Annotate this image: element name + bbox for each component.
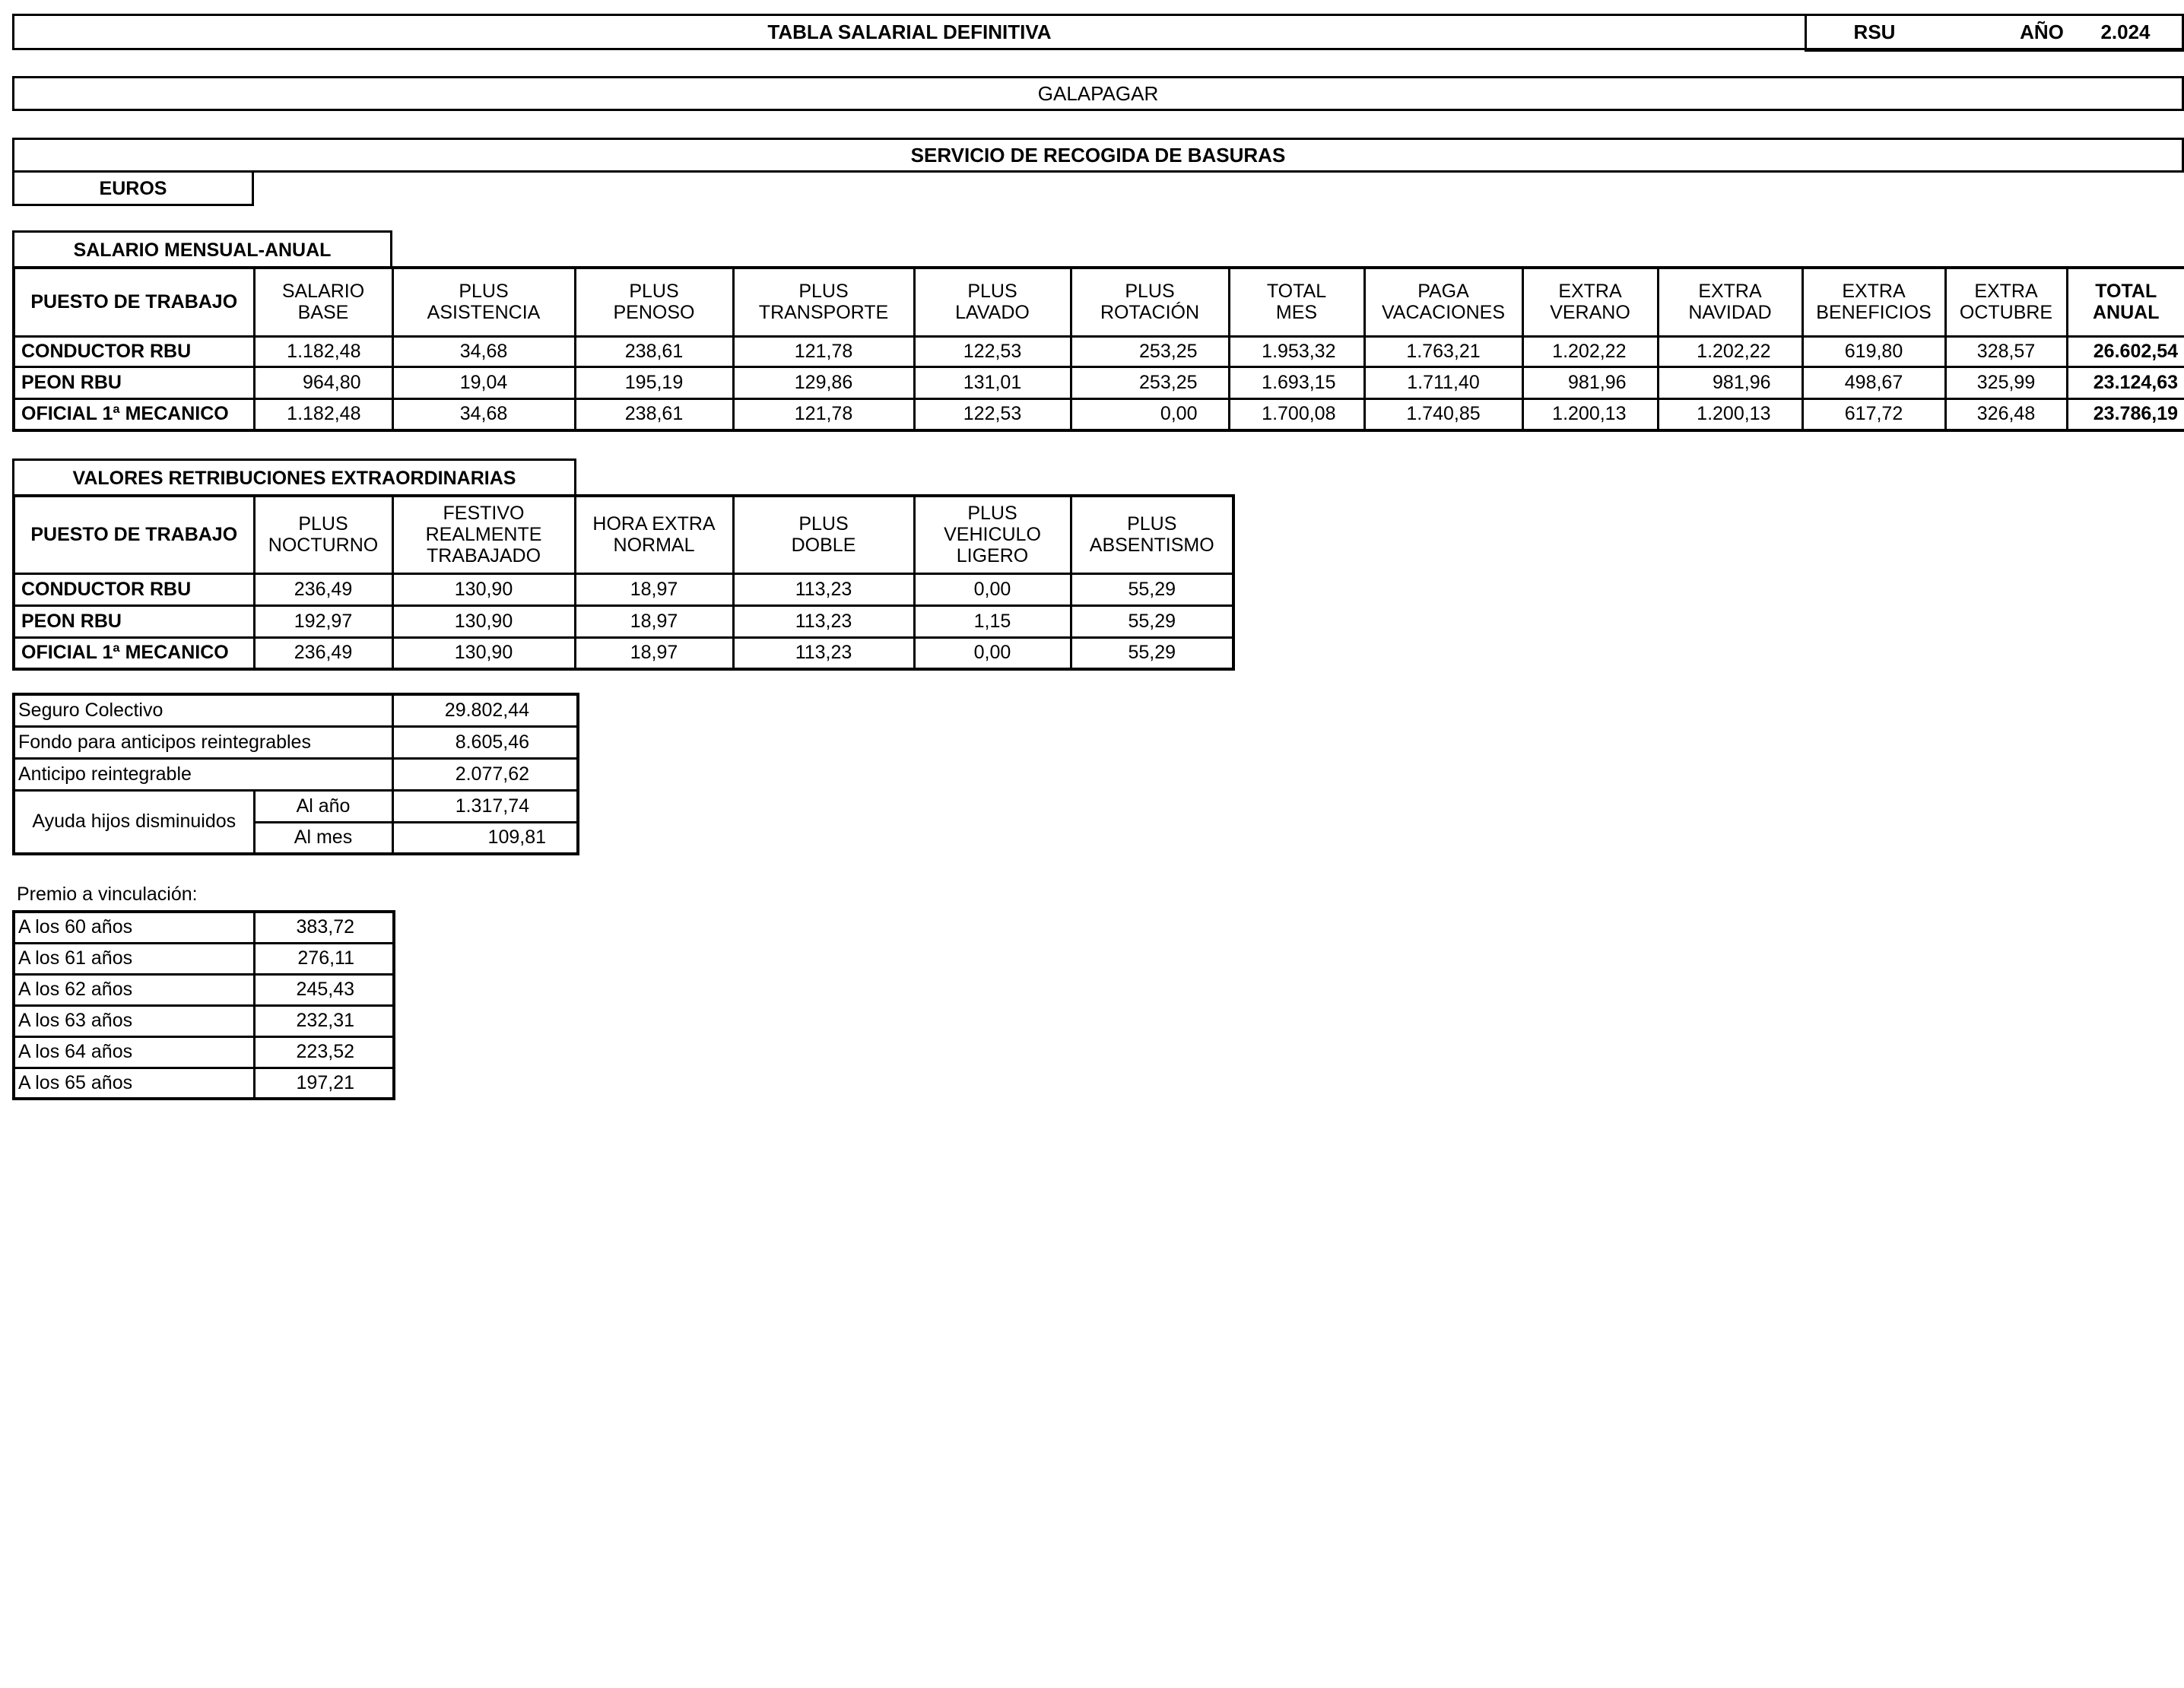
- table-cell: 34,68: [392, 398, 575, 430]
- col-header: EXTRA VERANO: [1522, 268, 1658, 336]
- salary-table: [12, 266, 2184, 432]
- premio-value: 232,31: [254, 1005, 394, 1036]
- table-cell: 328,57: [1945, 336, 2067, 366]
- table-cell: 325,99: [1945, 366, 2067, 398]
- table-cell: 121,78: [733, 398, 914, 430]
- table-cell: 122,53: [914, 336, 1071, 366]
- job-title: CONDUCTOR RBU: [14, 336, 254, 366]
- table-cell: 238,61: [575, 398, 733, 430]
- table-row: [14, 1036, 394, 1068]
- table-row: [14, 1005, 394, 1036]
- table-cell: 326,48: [1945, 398, 2067, 430]
- anticipo-label: Anticipo reintegrable: [14, 758, 392, 790]
- premio-age: A los 63 años: [14, 1005, 254, 1036]
- col-header: PUESTO DE TRABAJO: [14, 496, 254, 573]
- job-title: PEON RBU: [14, 366, 254, 398]
- municipality-name: GALAPAGAR: [1037, 82, 1159, 105]
- table-cell: 18,97: [575, 573, 733, 605]
- table-row: [14, 336, 2184, 366]
- job-title: PEON RBU: [14, 605, 254, 637]
- table-row: [14, 912, 394, 943]
- premio-age: A los 61 años: [14, 943, 254, 974]
- table-cell: 55,29: [1071, 605, 1233, 637]
- table-cell: 253,25: [1071, 336, 1229, 366]
- table-row: [14, 398, 2184, 430]
- table-cell: 18,97: [575, 605, 733, 637]
- table-cell: 981,96: [1522, 366, 1658, 398]
- premio-value: 197,21: [254, 1068, 394, 1099]
- table-cell: 236,49: [254, 637, 392, 669]
- fondo-value: 8.605,46: [392, 726, 578, 758]
- extra-table: [12, 494, 1235, 671]
- al-ano-value: 1.317,74: [392, 790, 578, 822]
- table-cell: 113,23: [733, 637, 914, 669]
- table-row: [14, 637, 1233, 669]
- col-header: SALARIO BASE: [254, 268, 392, 336]
- col-header: PUESTO DE TRABAJO: [14, 268, 254, 336]
- table-cell: 238,61: [575, 336, 733, 366]
- table-cell: 0,00: [914, 637, 1071, 669]
- job-title: OFICIAL 1ª MECANICO: [14, 398, 254, 430]
- service-name: SERVICIO DE RECOGIDA DE BASURAS: [910, 144, 1286, 167]
- col-header: PLUS PENOSO: [575, 268, 733, 336]
- premio-age: A los 62 años: [14, 974, 254, 1005]
- al-ano-label: Al año: [254, 790, 392, 822]
- table-cell: 1.202,22: [1658, 336, 1802, 366]
- benefits-table: [12, 693, 579, 855]
- table-cell: 129,86: [733, 366, 914, 398]
- al-mes-label: Al mes: [254, 822, 392, 854]
- table-cell: 1.700,08: [1229, 398, 1364, 430]
- table-cell: 1,15: [914, 605, 1071, 637]
- table-cell: 1.693,15: [1229, 366, 1364, 398]
- col-header: PLUS VEHICULO LIGERO: [914, 496, 1071, 573]
- premio-value: 223,52: [254, 1036, 394, 1068]
- table-cell: 113,23: [733, 605, 914, 637]
- table-row: [14, 605, 1233, 637]
- fondo-label: Fondo para anticipos reintegrables: [14, 726, 392, 758]
- table-cell: 121,78: [733, 336, 914, 366]
- table-cell: 981,96: [1658, 366, 1802, 398]
- premio-age: A los 65 años: [14, 1068, 254, 1099]
- table-cell: 130,90: [392, 573, 575, 605]
- job-title: CONDUCTOR RBU: [14, 573, 254, 605]
- table-cell: 18,97: [575, 637, 733, 669]
- table-cell: 1.202,22: [1522, 336, 1658, 366]
- premio-title: Premio a vinculación:: [17, 884, 198, 905]
- table-cell: 113,23: [733, 573, 914, 605]
- document-title: TABLA SALARIAL DEFINITIVA: [767, 21, 1052, 43]
- col-header: TOTAL MES: [1229, 268, 1364, 336]
- col-header: PAGA VACACIONES: [1364, 268, 1522, 336]
- col-header: PLUS ABSENTISMO: [1071, 496, 1233, 573]
- table-cell: 195,19: [575, 366, 733, 398]
- col-header: PLUS LAVADO: [914, 268, 1071, 336]
- salary-section-title: SALARIO MENSUAL-ANUAL: [73, 240, 332, 261]
- premio-value: 276,11: [254, 943, 394, 974]
- total-annual: 23.124,63: [2067, 366, 2184, 398]
- table-cell: 1.763,21: [1364, 336, 1522, 366]
- seguro-value: 29.802,44: [392, 694, 578, 726]
- table-cell: 192,97: [254, 605, 392, 637]
- benefit-row: [14, 694, 578, 726]
- table-cell: 0,00: [1071, 398, 1229, 430]
- ayuda-label: Ayuda hijos disminuidos: [14, 790, 254, 854]
- premio-age: A los 64 años: [14, 1036, 254, 1068]
- table-cell: 1.182,48: [254, 398, 392, 430]
- title-divider: [1805, 14, 1807, 50]
- table-cell: 0,00: [914, 573, 1071, 605]
- table-cell: 55,29: [1071, 573, 1233, 605]
- table-cell: 130,90: [392, 637, 575, 669]
- col-header: PLUS TRANSPORTE: [733, 268, 914, 336]
- extra-header-row: [14, 496, 1233, 573]
- currency-label: EUROS: [99, 178, 167, 199]
- premio-value: 383,72: [254, 912, 394, 943]
- table-cell: 1.740,85: [1364, 398, 1522, 430]
- table-cell: 55,29: [1071, 637, 1233, 669]
- table-cell: 1.711,40: [1364, 366, 1522, 398]
- col-header: EXTRA OCTUBRE: [1945, 268, 2067, 336]
- premio-age: A los 60 años: [14, 912, 254, 943]
- premio-value: 245,43: [254, 974, 394, 1005]
- col-header: HORA EXTRA NORMAL: [575, 496, 733, 573]
- benefit-row: [14, 790, 578, 822]
- table-cell: 1.953,32: [1229, 336, 1364, 366]
- total-annual: 23.786,19: [2067, 398, 2184, 430]
- table-cell: 964,80: [254, 366, 392, 398]
- year-value: 2.024: [2100, 21, 2151, 43]
- table-cell: 122,53: [914, 398, 1071, 430]
- anticipo-value: 2.077,62: [392, 758, 578, 790]
- table-cell: 1.182,48: [254, 336, 392, 366]
- table-cell: 498,67: [1802, 366, 1945, 398]
- table-row: [14, 366, 2184, 398]
- col-header: PLUS ROTACIÓN: [1071, 268, 1229, 336]
- premio-table: [12, 910, 395, 1100]
- table-row: [14, 1068, 394, 1099]
- table-cell: 1.200,13: [1522, 398, 1658, 430]
- year-label: AÑO: [2020, 21, 2064, 43]
- table-row: [14, 974, 394, 1005]
- table-cell: 131,01: [914, 366, 1071, 398]
- table-cell: 617,72: [1802, 398, 1945, 430]
- col-header: FESTIVO REALMENTE TRABAJADO: [392, 496, 575, 573]
- table-cell: 19,04: [392, 366, 575, 398]
- table-cell: 1.200,13: [1658, 398, 1802, 430]
- table-cell: 619,80: [1802, 336, 1945, 366]
- col-header: TOTAL ANUAL: [2067, 268, 2184, 336]
- col-header: PLUS DOBLE: [733, 496, 914, 573]
- code-underline: [1805, 48, 2184, 52]
- seguro-label: Seguro Colectivo: [14, 694, 392, 726]
- total-annual: 26.602,54: [2067, 336, 2184, 366]
- table-cell: 236,49: [254, 573, 392, 605]
- col-header: EXTRA BENEFICIOS: [1802, 268, 1945, 336]
- extra-section-title: VALORES RETRIBUCIONES EXTRAORDINARIAS: [72, 468, 516, 489]
- al-mes-value: 109,81: [392, 822, 578, 854]
- benefit-row: [14, 726, 578, 758]
- table-row: [14, 573, 1233, 605]
- benefit-row: [14, 758, 578, 790]
- table-cell: 34,68: [392, 336, 575, 366]
- service-code: RSU: [1853, 21, 1896, 43]
- col-header: EXTRA NAVIDAD: [1658, 268, 1802, 336]
- table-cell: 253,25: [1071, 366, 1229, 398]
- salary-header-row: [14, 268, 2184, 336]
- col-header: PLUS ASISTENCIA: [392, 268, 575, 336]
- table-row: [14, 943, 394, 974]
- job-title: OFICIAL 1ª MECANICO: [14, 637, 254, 669]
- table-cell: 130,90: [392, 605, 575, 637]
- col-header: PLUS NOCTURNO: [254, 496, 392, 573]
